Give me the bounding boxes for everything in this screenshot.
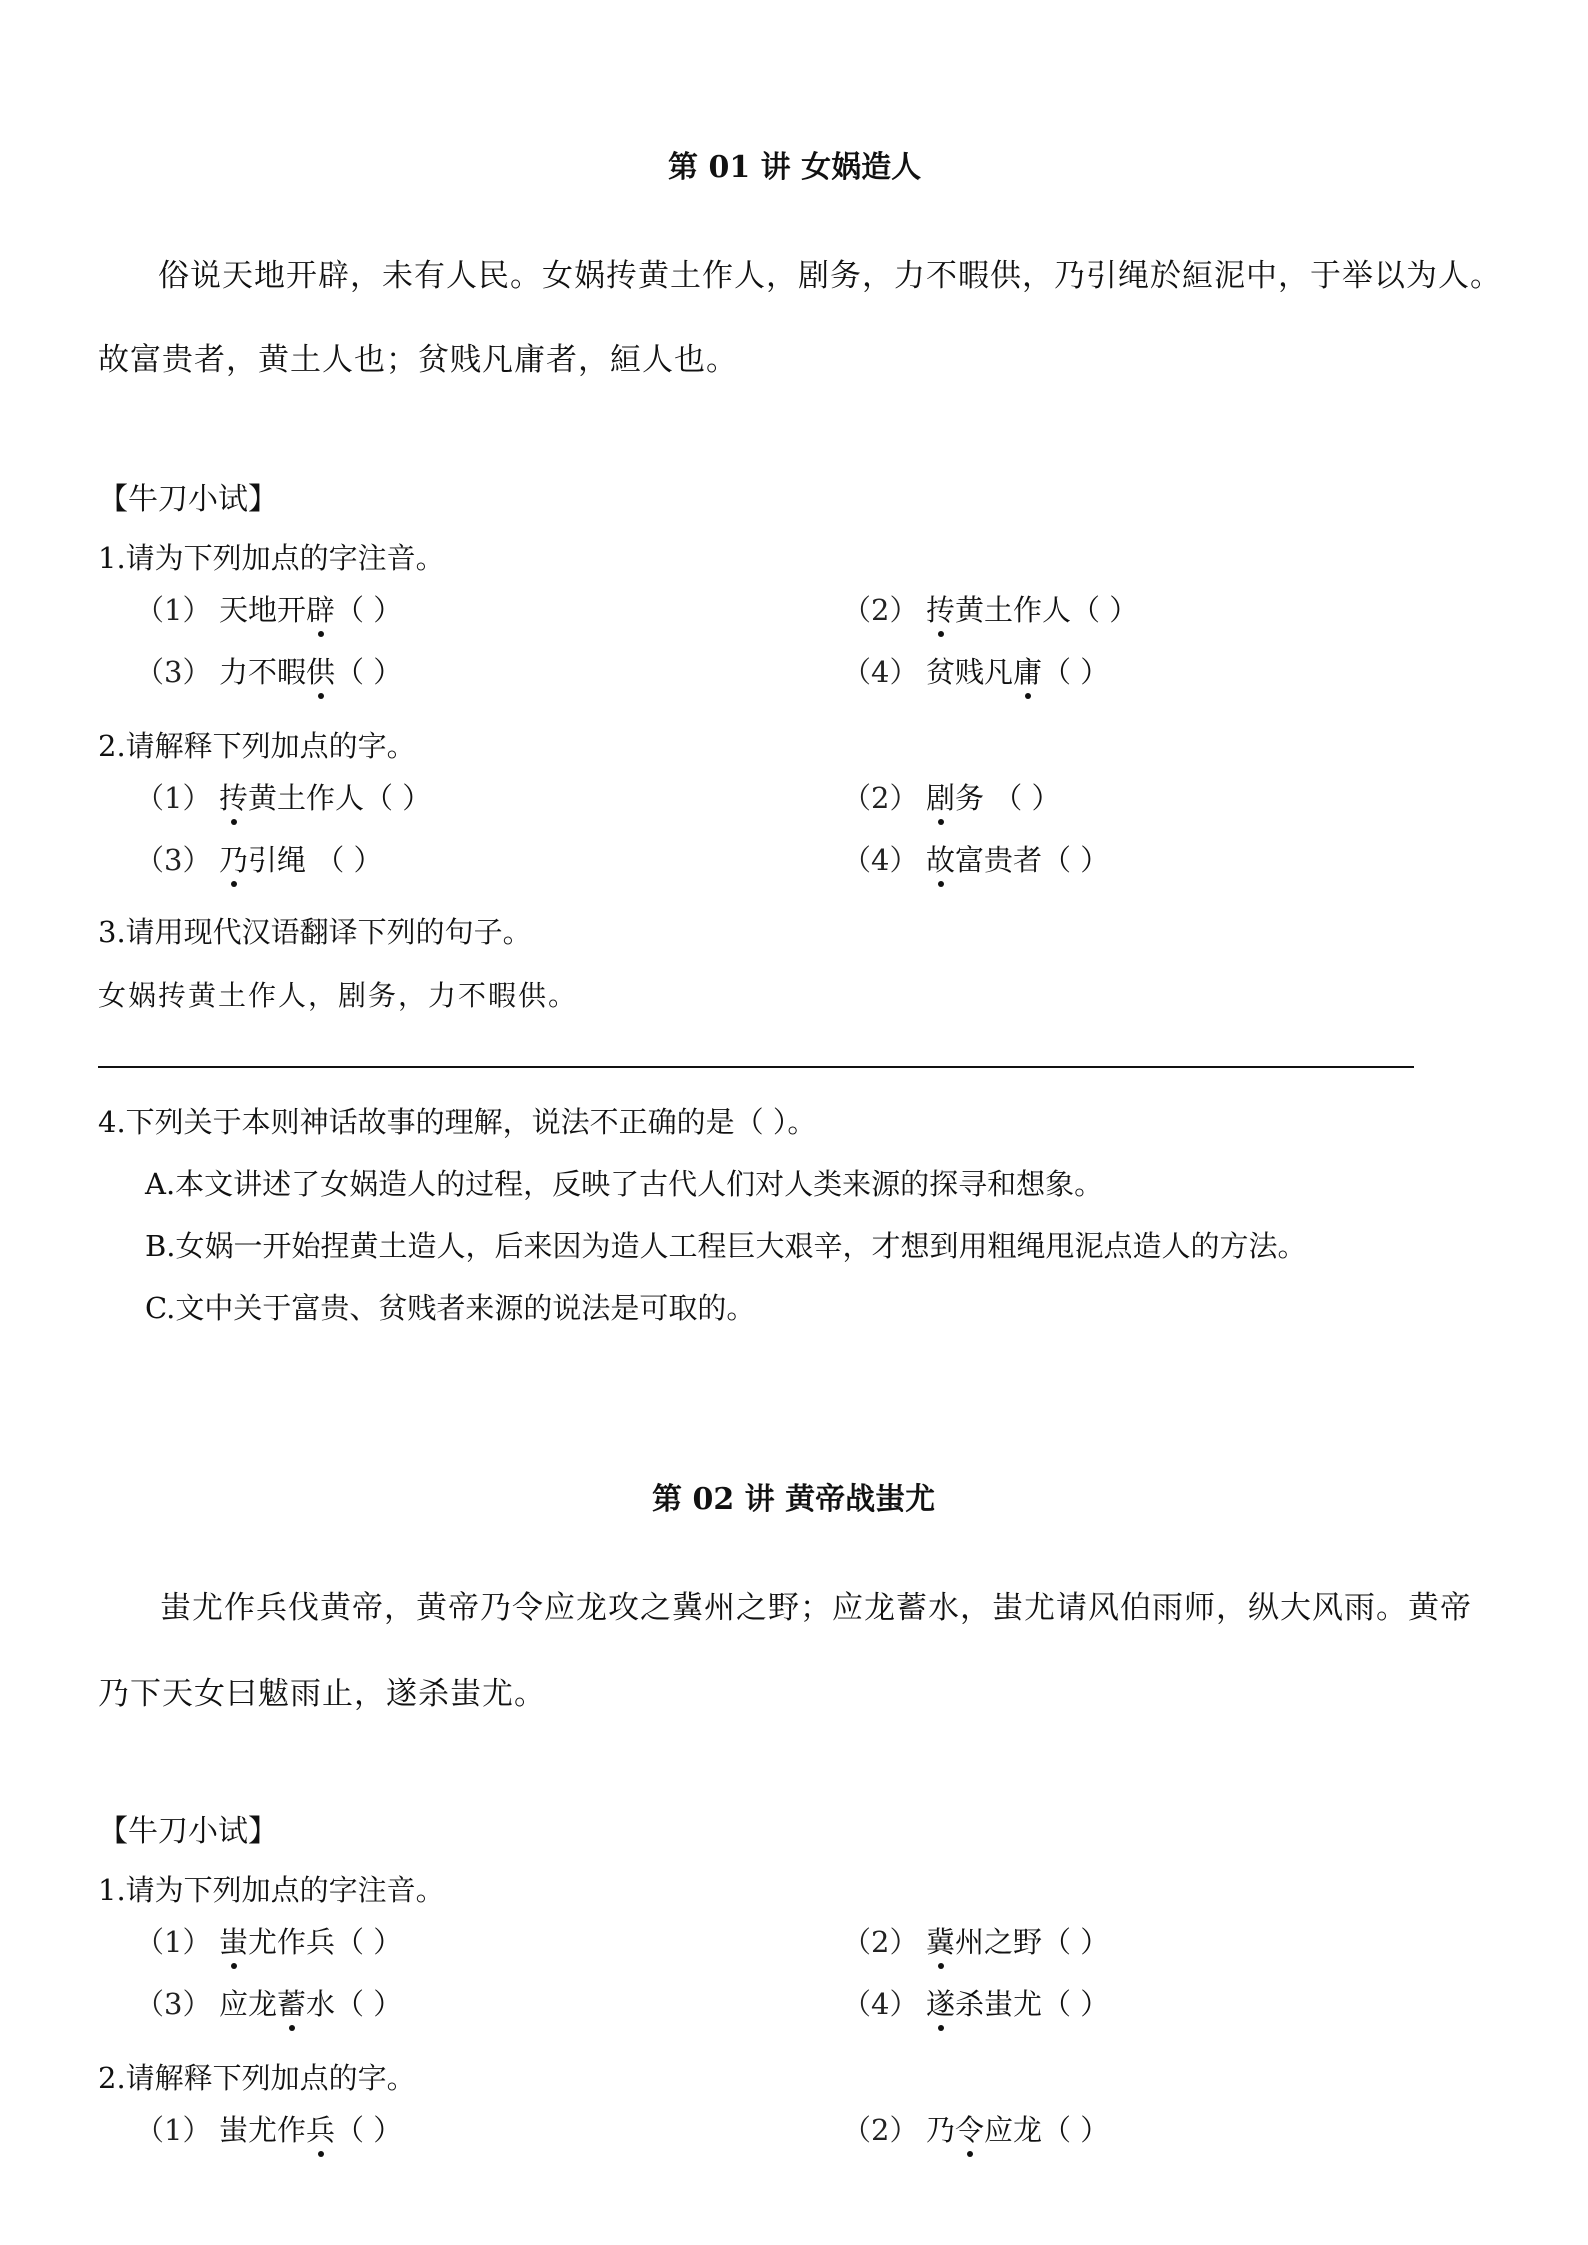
lesson-2-passage-line-2: 乃下天女曰魃雨止，遂杀蚩尤。 — [98, 1676, 546, 1712]
dotted-char: 抟 — [926, 588, 955, 629]
lesson-1-passage-line-2: 故富贵者，黄土人也；贫贱凡庸者，絙人也。 — [98, 342, 738, 378]
lesson-1-q3-sentence: 女娲抟黄土作人，剧务，力不暇供。 — [98, 979, 579, 1012]
lesson-2-q2-item-1: （1） 蚩尤作兵（ ） — [135, 2108, 402, 2149]
answer-blank[interactable]: （ ） — [1042, 1987, 1110, 2021]
lesson-1-q2-prompt: 2.请解释下列加点的字。 — [98, 729, 416, 763]
lesson-1-q4-prompt: 4.下列关于本则神话故事的理解，说法不正确的是（ ）。 — [98, 1105, 817, 1139]
lesson-1-q2-item-1: （1） 抟黄土作人（ ） — [135, 776, 431, 817]
answer-blank[interactable]: （ ） — [1042, 843, 1110, 877]
lesson-1-q4-option-c[interactable]: C.文中关于富贵、贫贱者来源的说法是可取的。 — [145, 1291, 756, 1325]
lesson-1-passage-line-1: 俗说天地开辟，未有人民。女娲抟黄土作人，剧务，力不暇供，乃引绳於絙泥中，于举以为人。 — [158, 258, 1502, 294]
dotted-char: 蓄 — [277, 1982, 306, 2023]
dotted-char: 蚩 — [219, 1920, 248, 1961]
lesson-1-q1-item-2: （2） 抟黄土作人（ ） — [842, 588, 1138, 629]
answer-blank[interactable]: （ ） — [335, 2113, 403, 2147]
lesson-2-q2-prompt: 2.请解释下列加点的字。 — [98, 2061, 416, 2095]
lesson-1-q2-item-2: （2） 剧务 （ ） — [842, 776, 1060, 817]
answer-blank[interactable]: （ ） — [1042, 2113, 1110, 2147]
dotted-char: 遂 — [926, 1982, 955, 2023]
answer-line[interactable] — [98, 1066, 1414, 1068]
lesson-1-q1-item-1: （1） 天地开辟（ ） — [135, 588, 402, 629]
dotted-char: 剧 — [926, 776, 955, 817]
answer-blank[interactable]: （ ） — [364, 781, 432, 815]
dotted-char: 冀 — [926, 1920, 955, 1961]
dotted-char: 庸 — [1013, 650, 1042, 691]
lesson-1-q1-item-4: （4） 贫贱凡庸（ ） — [842, 650, 1109, 691]
lesson-2-title: 第 02 讲 黄帝战蚩尤 — [652, 1482, 936, 1517]
answer-blank[interactable]: （ ） — [984, 781, 1061, 815]
lesson-1-q4-option-a[interactable]: A.本文讲述了女娲造人的过程，反映了古代人们对人类来源的探寻和想象。 — [145, 1167, 1104, 1201]
lesson-2-passage-line-1: 蚩尤作兵伐黄帝，黄帝乃令应龙攻之冀州之野；应龙蓄水，蚩尤请风伯雨师，纵大风雨。黄帝 — [160, 1590, 1472, 1626]
lesson-2-q1-item-4: （4） 遂杀蚩尤（ ） — [842, 1982, 1109, 2023]
answer-blank[interactable]: （ ） — [1071, 593, 1139, 627]
lesson-1-q3-prompt: 3.请用现代汉语翻译下列的句子。 — [98, 915, 532, 949]
dotted-char: 辟 — [306, 588, 335, 629]
lesson-1-q4-option-b[interactable]: B.女娲一开始捏黄土造人，后来因为造人工程巨大艰辛，才想到用粗绳甩泥点造人的方法。 — [145, 1229, 1307, 1263]
dotted-char: 兵 — [306, 2108, 335, 2149]
answer-blank[interactable]: （ ） — [335, 593, 403, 627]
lesson-2-q1-item-3: （3） 应龙蓄水（ ） — [135, 1982, 402, 2023]
lesson-1-title: 第 01 讲 女娲造人 — [668, 150, 922, 185]
answer-blank[interactable]: （ ） — [1042, 1925, 1110, 1959]
dotted-char: 令 — [955, 2108, 984, 2149]
lesson-1-quiz-heading: 【牛刀小试】 — [98, 482, 278, 517]
dotted-char: 乃 — [219, 838, 248, 879]
dotted-char: 故 — [926, 838, 955, 879]
lesson-2-q1-item-2: （2） 冀州之野（ ） — [842, 1920, 1109, 1961]
lesson-1-q1-item-3: （3） 力不暇供（ ） — [135, 650, 402, 691]
lesson-1-q1-prompt: 1.请为下列加点的字注音。 — [98, 541, 445, 575]
lesson-1-q2-item-4: （4） 故富贵者（ ） — [842, 838, 1109, 879]
answer-blank[interactable]: （ ） — [335, 1987, 403, 2021]
lesson-2-quiz-heading: 【牛刀小试】 — [98, 1814, 278, 1849]
lesson-1-q2-item-3: （3） 乃引绳 （ ） — [135, 838, 382, 879]
lesson-2-q2-item-2: （2） 乃令应龙（ ） — [842, 2108, 1109, 2149]
dotted-char: 供 — [306, 650, 335, 691]
answer-blank[interactable]: （ ） — [335, 655, 403, 689]
answer-blank[interactable]: （ ） — [335, 1925, 403, 1959]
lesson-2-q1-item-1: （1） 蚩尤作兵（ ） — [135, 1920, 402, 1961]
lesson-2-q1-prompt: 1.请为下列加点的字注音。 — [98, 1873, 445, 1907]
dotted-char: 抟 — [219, 776, 248, 817]
answer-blank[interactable]: （ ） — [306, 843, 383, 877]
answer-blank[interactable]: （ ） — [1042, 655, 1110, 689]
